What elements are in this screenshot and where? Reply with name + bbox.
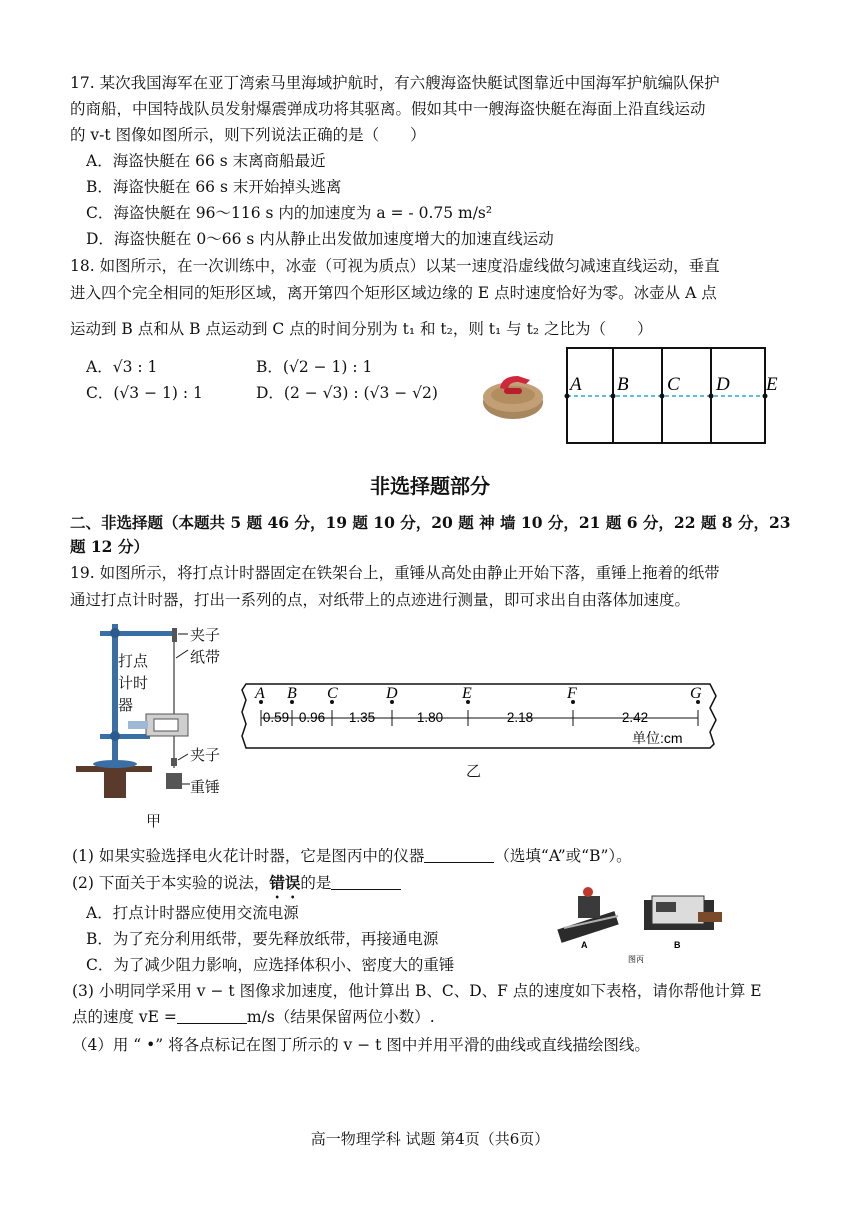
figure-yi-paper-tape	[240, 680, 718, 752]
part2-header-line-1: 二、非选择题（本题共 5 题 46 分，19 题 10 分，20 题 神 墙 10 分，21 题 6 分，22 题 8 分，23	[70, 513, 791, 532]
q19-sub3-line-2: 点的速度 vE = m/s（结果保留两位小数）.	[72, 1008, 435, 1026]
point-d-label: D	[716, 374, 730, 395]
label-weight: 重锤	[190, 778, 221, 796]
timer-a-label: A	[581, 940, 588, 950]
part2-header-line-2: 题 12 分）	[70, 537, 149, 556]
answer-blank-2[interactable]	[331, 873, 401, 890]
q18-line-2: 进入四个完全相同的矩形区域，离开第四个矩形区域边缘的 E 点时速度恰好为零。冰壶从 A 点	[70, 284, 717, 302]
q19-line-1: 19. 如图所示，将打点计时器固定在铁架台上，重锤从高处由静止开始下落，重锤上拖着的纸带	[70, 564, 720, 582]
q18-option-b: B．(√2 − 1) : 1	[256, 358, 373, 376]
tape-distance-ab: 0.59	[262, 710, 290, 725]
tape-distance-fg: 2.42	[621, 710, 649, 725]
label-timer-3: 器	[118, 696, 134, 714]
caption-yi: 乙	[466, 762, 482, 780]
q17-line-3: 的 v-t 图像如图所示，则下列说法正确的是（ ）	[70, 126, 426, 144]
q17-line-1: 17. 某次我国海军在亚丁湾索马里海域护航时，有六艘海盗快艇试图靠近中国海军护航编队保护	[70, 74, 720, 92]
q19-sub2-option-c: C．为了减少阻力影响，应选择体积小、密度大的重锤	[86, 956, 455, 974]
tape-point-b: B	[287, 685, 297, 702]
tape-unit-label: 单位:cm	[632, 730, 683, 746]
label-timer-1: 打点	[118, 652, 149, 670]
tape-distance-cd: 1.35	[348, 710, 376, 725]
q18-line-3: 运动到 B 点和从 B 点运动到 C 点的时间分别为 t₁ 和 t₂，则 t₁ 与 t₂ 之比为（ ）	[70, 320, 653, 338]
q17-option-d: D．海盗快艇在 0～66 s 内从静止出发做加速度增大的加速直线运动	[86, 230, 554, 248]
q17-option-a: A．海盗快艇在 66 s 末离商船最近	[86, 152, 326, 170]
q19-sub3-line-1: (3) 小明同学采用 v − t 图像求加速度，他计算出 B、C、D、F 点的速度如下表格，请你帮他计算 E	[72, 982, 762, 1000]
point-c-label: C	[667, 374, 680, 395]
label-clip-bottom: 夹子	[190, 746, 221, 764]
point-b-label: B	[617, 374, 629, 395]
curling-regions-diagram	[560, 344, 778, 448]
tape-distance-ef: 2.18	[506, 710, 534, 725]
q17-option-b: B．海盗快艇在 66 s 末开始掉头逃离	[86, 178, 342, 196]
caption-jia: 甲	[146, 812, 162, 830]
figure-jia-apparatus	[70, 618, 240, 798]
tape-point-e: E	[462, 685, 472, 702]
curling-stone-image	[478, 362, 548, 422]
tape-point-a: A	[255, 685, 265, 702]
tape-distance-de: 1.80	[416, 710, 444, 725]
point-a-label: A	[570, 374, 582, 395]
q18-line-1: 18. 如图所示，在一次训练中，冰壶（可视为质点）以某一速度沿虚线做匀减速直线运动，垂直	[70, 257, 720, 275]
timer-b-label: B	[674, 940, 681, 950]
caption-bing: 图丙	[628, 955, 644, 964]
tape-point-f: F	[567, 685, 577, 702]
tape-point-d: D	[386, 685, 398, 702]
figure-bing-timers	[548, 878, 738, 968]
answer-blank-1[interactable]	[424, 846, 494, 863]
point-e-label: E	[766, 374, 778, 395]
q18-option-a: A．√3 : 1	[86, 358, 158, 376]
tape-point-g: G	[690, 685, 702, 702]
page-footer: 高一物理学科 试题 第4页（共6页）	[310, 1130, 550, 1148]
label-tape: 纸带	[190, 648, 221, 666]
q19-line-2: 通过打点计时器，打出一系列的点，对纸带上的点迹进行测量，即可求出自由落体加速度。	[70, 591, 691, 609]
section-title: 非选择题部分	[370, 474, 490, 498]
label-timer-2: 计时	[118, 674, 149, 692]
label-clip-top: 夹子	[190, 626, 221, 644]
q19-sub1: (1) 如果实验选择电火花计时器，它是图丙中的仪器 （选填“A”或“B”）。	[72, 847, 632, 865]
q19-sub2-option-b: B．为了充分利用纸带，要先释放纸带，再接通电源	[86, 930, 439, 948]
q19-sub2-option-a: A．打点计时器应使用交流电源	[86, 904, 299, 922]
answer-blank-3[interactable]	[177, 1007, 247, 1024]
q18-option-c: C．(√3 − 1) : 1	[86, 384, 203, 402]
q17-option-c: C．海盗快艇在 96～116 s 内的加速度为 a = - 0.75 m/s²	[86, 204, 493, 222]
q19-sub2: (2) 下面关于本实验的说法，错误的是	[72, 872, 401, 902]
tape-point-c: C	[327, 685, 338, 702]
q18-option-d: D．(2 − √3) : (√3 − √2)	[256, 384, 438, 402]
q19-sub4: （4）用 “ •” 将各点标记在图丁所示的 v − t 图中并用平滑的曲线或直线描绘图线。	[72, 1036, 650, 1054]
keyword-wrong: 错误	[269, 873, 301, 892]
q17-line-2: 的商船，中国特战队员发射爆震弹成功将其驱离。假如其中一艘海盗快艇在海面上沿直线运动	[70, 100, 706, 118]
tape-distance-bc: 0.96	[298, 710, 326, 725]
